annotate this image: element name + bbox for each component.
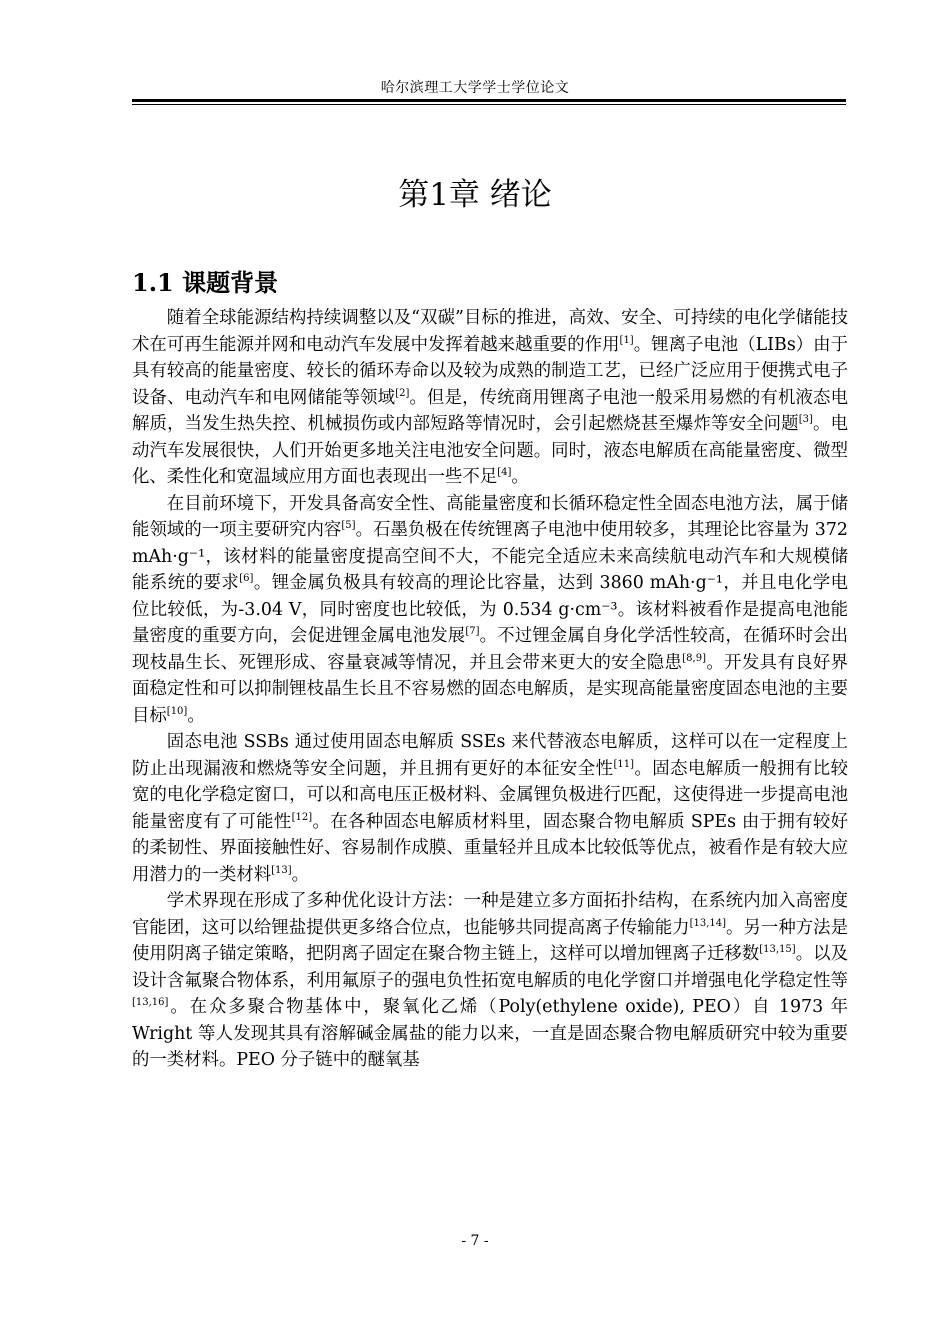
paragraph-text: 。锂金属负极具有较高的理论比容量，达到 3860 mAh·g⁻¹，并且电化学电位比较低，为-3.04 V，同时密度也比较低，为 0.534 g·cm⁻³。该材料被看作是提高电池能量密度的重要方向，会促进锂金属电池发展 bbox=[132, 573, 848, 646]
paragraph-text: 。电动汽车发展很快，人们开始更多地关注电池安全问题。同时，液态电解质在高能量密度、微型化、柔性化和宽温域应用方面也表现出一些不足 bbox=[132, 414, 848, 487]
header-rule-thin bbox=[132, 104, 846, 105]
citation-ref: [13,14] bbox=[689, 917, 727, 929]
paragraph-text: 学术界现在形成了多种优化设计方法：一种是建立多方面拓扑结构，在系统内加入高密度官能团，这可以给锂盐提供更多络合位点，也能够共同提高离子传输能力 bbox=[132, 891, 848, 938]
citation-ref: [10] bbox=[166, 705, 188, 717]
citation-ref: [1] bbox=[619, 334, 634, 346]
citation-ref: [3] bbox=[798, 414, 813, 425]
paragraph-text: 。开发具有良好界面稳定性和可以抑制锂枝晶生长且不容易燃的固态电解质，是实现高能量密度固态电池的主要目标 bbox=[132, 652, 848, 726]
paragraph-text: 。 bbox=[511, 467, 529, 487]
body-paragraph bbox=[132, 305, 848, 491]
paragraph-text: 。 bbox=[187, 705, 205, 726]
section-heading: 1.1 课题背景 bbox=[132, 267, 279, 297]
header-rule-thick bbox=[132, 99, 846, 102]
chapter-title: 第1章 绪论 bbox=[398, 176, 552, 213]
body-paragraph bbox=[132, 491, 848, 730]
body-paragraph bbox=[132, 729, 848, 888]
paragraph-text: 在目前环境下，开发具备高安全性、高能量密度和长循环稳定性全固态电池方法，属于储能领域的一项主要研究内容 bbox=[132, 493, 848, 540]
running-header: 哈尔滨理工大学学士学位论文 bbox=[380, 80, 570, 96]
paragraph-text: 。石墨负极在传统锂离子电池中使用较多，其理论比容量为 372 mAh·g⁻¹，该材料的能量密度提高空间不大，不能完全适应未来高续航电动汽车和大规模储能系统的要求 bbox=[132, 520, 848, 593]
citation-ref: [4] bbox=[497, 467, 512, 478]
paragraph-text: 。以及设计含氟聚合物体系，利用氟原子的强电负性拓宽电解质的电化学窗口并增强电化学稳定性等 bbox=[132, 944, 848, 991]
paragraph-text: 。在各种固态电解质材料里，固态聚合物电解质 SPEs 由于拥有较好的柔韧性、界面接触性好、容易制作成膜、重量轻并且成本比较低等优点，被看作是有较大应用潜力的一类材料 bbox=[132, 811, 848, 885]
citation-ref: [2] bbox=[395, 387, 410, 399]
paragraph-text: 。锂离子电池（LIBs）由于具有较高的能量密度、较长的循环寿命以及较为成熟的制造工艺，已经广泛应用于便携式电子设备、电动汽车和电网储能等领域 bbox=[132, 334, 848, 408]
paragraph-text: 随着全球能源结构持续调整以及“双碳”目标的推进，高效、安全、可持续的电化学储能技术在可再生能源并网和电动汽车发展中发挥着越来越重要的作用 bbox=[132, 308, 848, 355]
citation-ref: [13,16] bbox=[132, 997, 169, 1008]
citation-ref: [7] bbox=[465, 626, 480, 637]
paragraph-text: 。不过锂金属自身化学活性较高，在循环时会出现枝晶生长、死锂形成、容量衰减等情况，并且会带来更大的安全隐患 bbox=[132, 626, 848, 673]
paragraph-text: 固态电池 SSBs 通过使用固态电解质 SSEs 来代替液态电解质，这样可以在一定程度上防止出现漏液和燃烧等安全问题，并且拥有更好的本征安全性 bbox=[132, 732, 848, 779]
paragraph-text: 。 bbox=[291, 864, 310, 885]
citation-ref: [11] bbox=[613, 758, 634, 770]
paragraph-text: 。另一种方法是使用阴离子锚定策略，把阴离子固定在聚合物主链上，这样可以增加锂离子迁移数 bbox=[132, 917, 848, 964]
paragraph-text: 。但是，传统商用锂离子电池一般采用易燃的有机液态电解质，当发生热失控、机械损伤或内部短路等情况时，会引起燃烧甚至爆炸等安全问题 bbox=[132, 387, 848, 434]
citation-ref: [13,15] bbox=[759, 944, 796, 955]
citation-ref: [5] bbox=[341, 520, 356, 531]
citation-ref: [6] bbox=[239, 573, 254, 584]
paragraph-text: 。在众多聚合物基体中，聚氧化乙烯（Poly(ethylene oxide), PEO）自 1973 年 Wright 等人发现其具有溶解碱金属盐的能力以来，一直是固态聚合物电解质研究中较为重要的一类材料。PEO 分子链中的醚氧基 bbox=[132, 997, 848, 1070]
citation-ref: [8,9] bbox=[682, 652, 706, 664]
body-text bbox=[132, 305, 848, 1074]
body-paragraph bbox=[132, 888, 848, 1074]
paragraph-text: 。固态电解质一般拥有比较宽的电化学稳定窗口，可以和高电压正极材料、金属锂负极进行匹配，这使得进一步提高电池能量密度有了可能性 bbox=[132, 758, 848, 832]
citation-ref: [13] bbox=[271, 864, 292, 876]
page-number: - 7 - bbox=[461, 1233, 489, 1249]
citation-ref: [12] bbox=[291, 811, 313, 823]
